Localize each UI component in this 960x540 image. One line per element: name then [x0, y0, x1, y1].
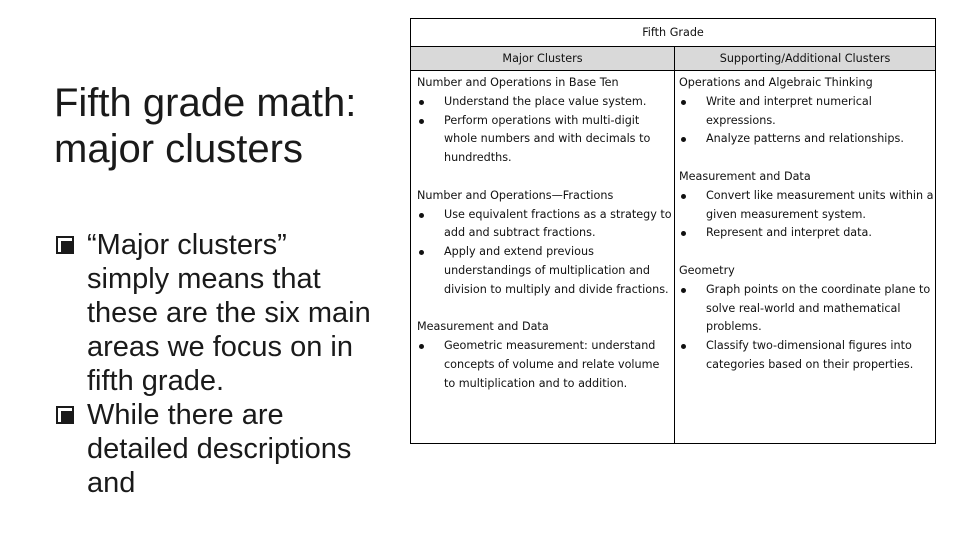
checkbox-bullet-icon	[56, 406, 74, 424]
cluster-items	[417, 206, 674, 300]
table-header: Fifth Grade	[411, 19, 935, 47]
cluster-items	[679, 93, 935, 149]
bullet-item	[54, 398, 374, 500]
bullet-list	[54, 228, 374, 500]
cluster-title: Geometry	[679, 263, 735, 277]
cluster-section	[417, 187, 674, 300]
cluster-item: Apply and extend previous understandings of multiplication and division to multiply and divide fractions.	[417, 243, 674, 299]
cluster-item: Geometric measurement: understand concepts of volume and relate volume to multiplication and to addition.	[417, 337, 674, 393]
bullet-item	[54, 228, 374, 398]
bullet-text: While there are detailed descriptions and	[87, 399, 352, 499]
cluster-title: Measurement and Data	[679, 169, 811, 183]
major-clusters-column	[411, 71, 675, 443]
cluster-title: Measurement and Data	[417, 320, 549, 334]
cluster-items	[679, 187, 935, 243]
cluster-items	[679, 281, 935, 375]
supporting-clusters-column	[675, 71, 935, 443]
clusters-table	[410, 18, 936, 444]
supporting-clusters-header: Supporting/Additional Clusters	[719, 52, 891, 65]
bullet-text: “Major clusters” simply means that these are the six main areas we focus on in fifth grade.	[87, 229, 371, 397]
cluster-item: Convert like measurement units within a given measurement system.	[679, 187, 935, 225]
cluster-item: Analyze patterns and relationships.	[679, 130, 935, 149]
cluster-section	[417, 318, 674, 393]
cluster-item: Represent and interpret data.	[679, 224, 935, 243]
cluster-title: Number and Operations—Fractions	[417, 188, 614, 202]
slide-title: Fifth grade math: major clusters	[54, 81, 357, 171]
cluster-item: Graph points on the coordinate plane to solve real-world and mathematical problems.	[679, 281, 935, 337]
cluster-section	[679, 74, 935, 149]
table-body	[411, 71, 935, 443]
cluster-item: Use equivalent fractions as a strategy to add and subtract fractions.	[417, 206, 674, 244]
checkbox-bullet-icon	[56, 236, 74, 254]
cluster-title: Operations and Algebraic Thinking	[679, 76, 873, 89]
major-clusters-header: Major Clusters	[411, 47, 675, 70]
cluster-section	[417, 74, 674, 168]
cluster-items	[417, 337, 674, 393]
table-column-headers	[411, 47, 935, 71]
cluster-items	[417, 93, 674, 168]
cluster-section	[679, 262, 935, 375]
cluster-section	[679, 168, 935, 243]
cluster-title: Number and Operations in Base Ten	[417, 76, 619, 89]
cluster-item: Understand the place value system.	[417, 93, 674, 112]
cluster-item: Perform operations with multi-digit whole numbers and with decimals to hundredths.	[417, 112, 674, 168]
cluster-item: Classify two-dimensional figures into categories based on their properties.	[679, 337, 935, 375]
cluster-item: Write and interpret numerical expressions.	[679, 93, 935, 131]
